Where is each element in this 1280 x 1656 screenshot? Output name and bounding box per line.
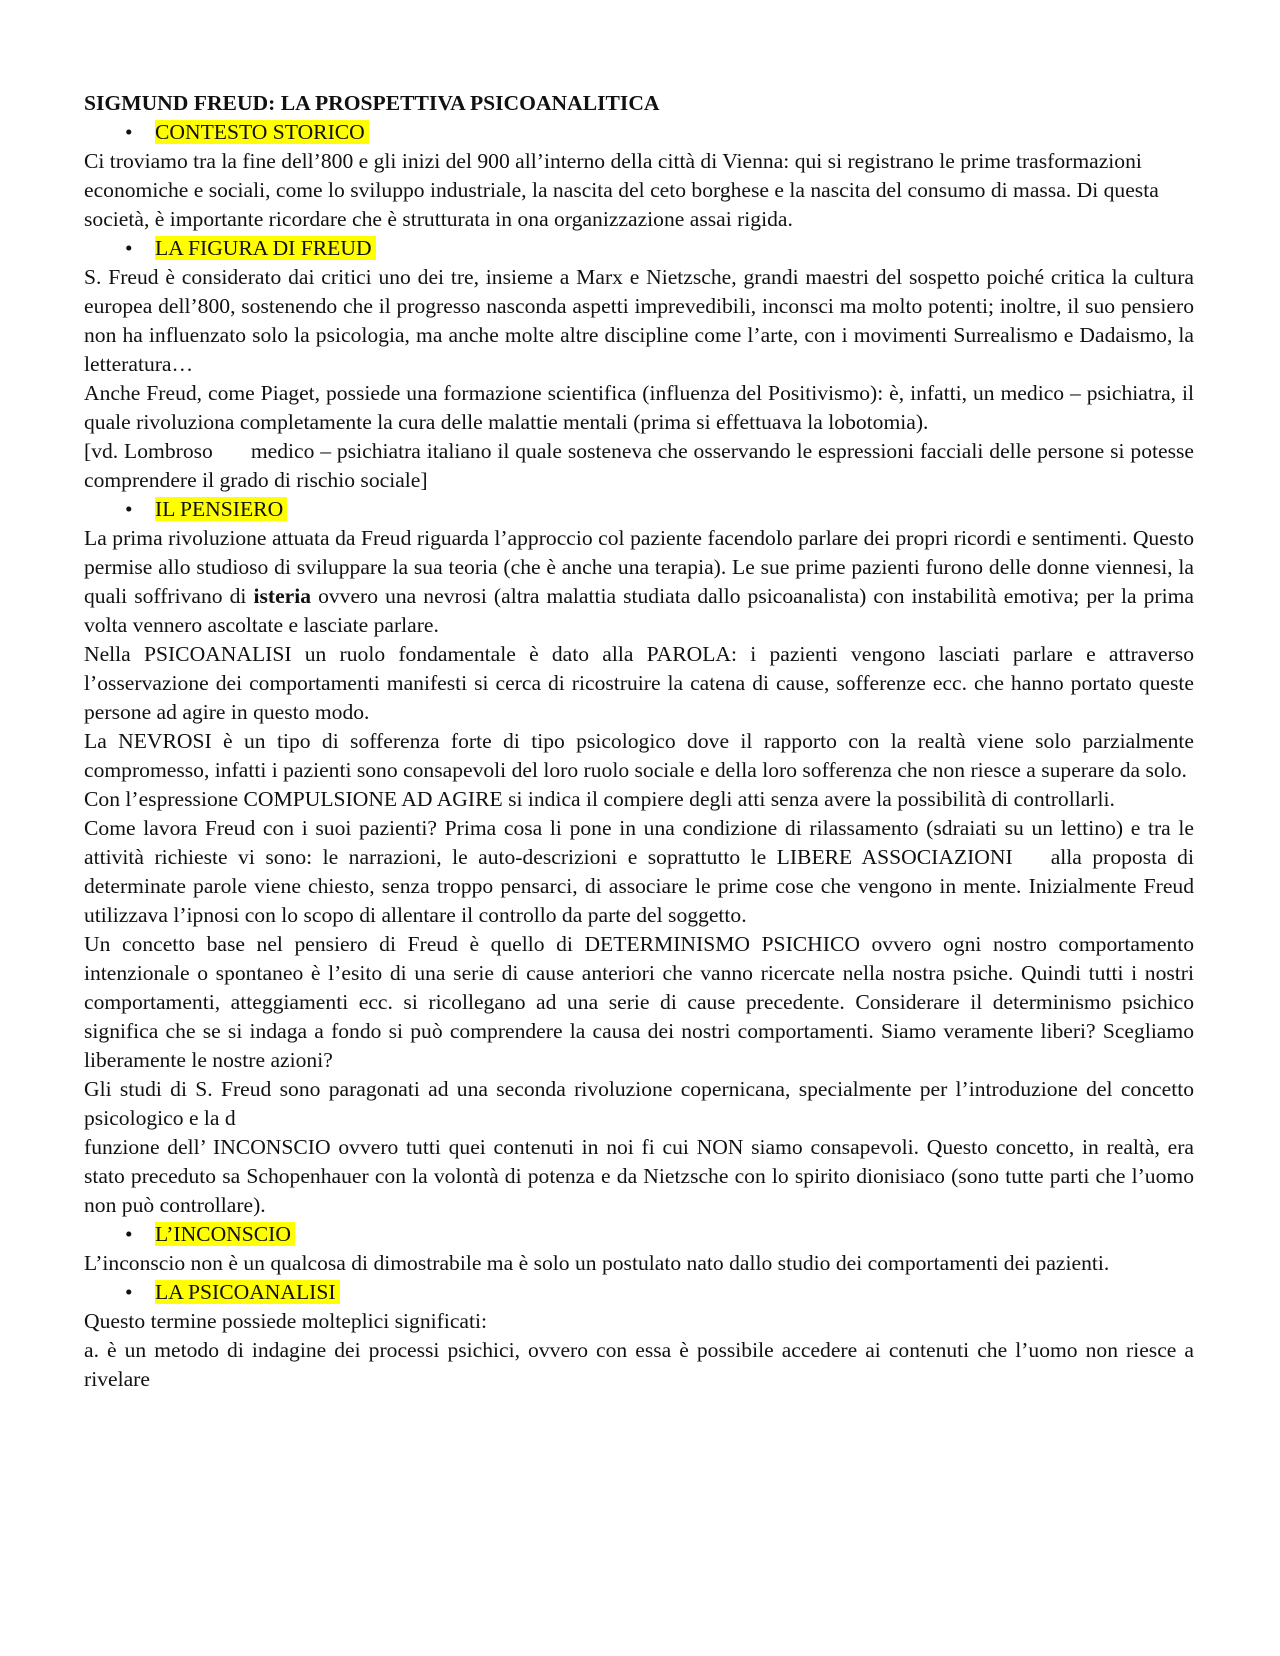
paragraph: S. Freud è considerato dai critici uno dei tre, insieme a Marx e Nietzsche, grandi maestri del sospetto poiché critica la cultura europea dell’800, sostenendo che il progresso nasconda aspetti imprevedibili, inconsci ma molto potenti; inoltre, il suo pensiero non ha influenzato solo la psicologia, ma anche molte altre discipline come l’arte, con i movimenti Surrealismo e Dadaismo, la letteratura… [84, 265, 1194, 376]
bullet-icon: • [125, 120, 133, 144]
paragraph-text: ovvero una nevrosi (altra malattia studiata dallo psicoanalista) con instabilità emotiva; per la prima volta vennero ascoltate e lasciate parlare. [84, 584, 1194, 637]
paragraph-text: [vd. Lombroso [84, 439, 213, 463]
paragraph: L’inconscio non è un qualcosa di dimostrabile ma è solo un postulato nato dallo studio dei comportamenti dei pazienti. [84, 1251, 1110, 1275]
paragraph: La NEVROSI è un tipo di sofferenza forte di tipo psicologico dove il rapporto con la realtà viene solo parzialmente compromesso, infatti i pazienti sono consapevoli del loro ruolo sociale e della loro sofferenza che non riesce a superare da solo. [84, 729, 1194, 782]
paragraph: Gli studi di S. Freud sono paragonati ad una seconda rivoluzione copernicana, specialmente per l’introduzione del concetto psicologico e la d [84, 1077, 1194, 1130]
section-heading-figura [84, 234, 1194, 263]
section-heading-psicoanalisi [84, 1278, 1194, 1307]
bullet-icon: • [125, 497, 133, 521]
paragraph: Un concetto base nel pensiero di Freud è quello di DETERMINISMO PSICHICO ovvero ogni nostro comportamento intenzionale o spontaneo è l’esito di una serie di cause anteriori che vanno ricercate nella nostra psiche. Quindi tutti i nostri comportamenti, atteggiamenti ecc. si ricollegano ad una serie di cause precedente. Considerare il determinismo psichico significa che se si indaga a fondo si può comprendere la causa dei nostri comportamenti. Siamo veramente liberi? Scegliamo liberamente le nostre azioni? [84, 932, 1194, 1072]
paragraph: Con l’espressione COMPULSIONE AD AGIRE si indica il compiere degli atti senza avere la possibilità di controllarli. [84, 787, 1115, 811]
section-heading-inconscio [84, 1220, 1194, 1249]
document-page [84, 89, 1194, 1394]
bullet-icon: • [125, 1222, 133, 1246]
paragraph-text: Come lavora Freud con i suoi pazienti? Prima cosa li pone in una condizione di rilassamento (sdraiati su un lettino) e tra le attività richieste vi sono: le narrazioni, le auto-descrizioni e soprattutto le LIBERE ASSOCIAZIONI [84, 816, 1194, 869]
paragraph [84, 814, 1194, 930]
paragraph: Questo termine possiede molteplici significati: [84, 1309, 487, 1333]
heading-text: IL PENSIERO [155, 497, 287, 521]
bold-term: isteria [253, 584, 312, 608]
heading-text: CONTESTO STORICO [155, 120, 369, 144]
paragraph-text: La prima rivoluzione attuata da Freud riguarda l’approccio col paziente facendolo parlare dei propri ricordi e sentimenti. Questo permise allo studioso di sviluppare la sua teoria (che è anche una terapia). Le sue prime pazienti furono delle donne viennesi, la quali soffrivano di [84, 526, 1194, 608]
paragraph: Ci troviamo tra la fine dell’800 e gli inizi del 900 all’interno della città di Vienna: qui si registrano le prime trasformazioni economiche e sociali, come lo sviluppo industriale, la nascita del ceto borghese e la nascita del consumo di massa. Di questa società, è importante ricordare che è strutturata in ona organizzazione assai rigida. [84, 149, 1159, 231]
heading-text: LA FIGURA DI FREUD [155, 236, 376, 260]
bullet-icon: • [125, 1280, 133, 1304]
paragraph-text: alla proposta di determinate parole viene chiesto, senza troppo pensarci, di associare le prime cose che vengono in mente. Inizialmente Freud utilizzava l’ipnosi con lo scopo di allentare il controllo da parte del soggetto. [84, 845, 1194, 927]
section-heading-contesto [84, 118, 1194, 147]
paragraph [84, 437, 1194, 495]
paragraph [84, 524, 1194, 640]
paragraph: a. è un metodo di indagine dei processi psichici, ovvero con essa è possibile accedere ai contenuti che l’uomo non riesce a rivelare [84, 1338, 1194, 1391]
heading-text: L’INCONSCIO [155, 1222, 295, 1246]
paragraph-text: medico – psichiatra italiano il quale sosteneva che osservando le espressioni facciali delle persone si potesse comprendere il grado di rischio sociale] [84, 439, 1194, 492]
bullet-icon: • [125, 236, 133, 260]
paragraph: funzione dell’ INCONSCIO ovvero tutti quei contenuti in noi fi cui NON siamo consapevoli. Questo concetto, in realtà, era stato preceduto sa Schopenhauer con la volontà di potenza e da Nietzsche con lo spirito dionisiaco (sono tutte parti che l’uomo non può controllare). [84, 1135, 1194, 1217]
heading-text: LA PSICOANALISI [155, 1280, 340, 1304]
paragraph: Nella PSICOANALISI un ruolo fondamentale è dato alla PAROLA: i pazienti vengono lasciati parlare e attraverso l’osservazione dei comportamenti manifesti si cerca di ricostruire la catena di cause, sofferenze ecc. che hanno portato queste persone ad agire in questo modo. [84, 642, 1194, 724]
document-title: SIGMUND FREUD: LA PROSPETTIVA PSICOANALITICA [84, 91, 660, 115]
section-heading-pensiero [84, 495, 1194, 524]
paragraph: Anche Freud, come Piaget, possiede una formazione scientifica (influenza del Positivismo): è, infatti, un medico – psichiatra, il quale rivoluziona completamente la cura delle malattie mentali (prima si effettuava la lobotomia). [84, 381, 1194, 434]
